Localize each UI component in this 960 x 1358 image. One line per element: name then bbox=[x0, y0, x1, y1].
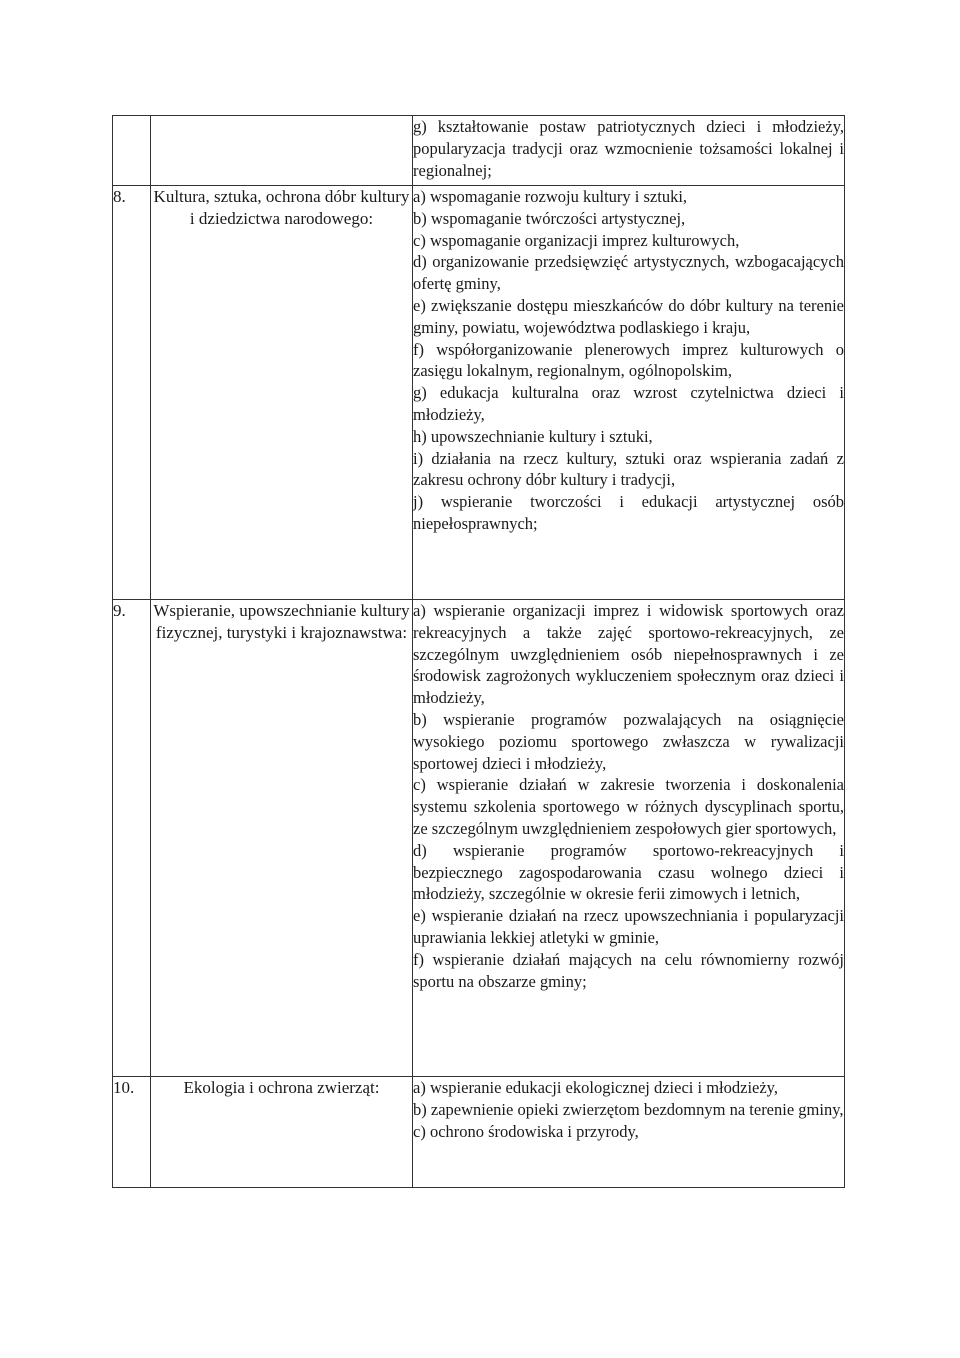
row-number: 9. bbox=[113, 600, 151, 1077]
task-item: e) wspieranie działań na rzecz upowszechniania i popularyzacji uprawiania lekkiej atletyki w gminie, bbox=[413, 906, 844, 947]
task-item: i) działania na rzecz kultury, sztuki oraz wspierania zadań z zakresu ochrony dóbr kultury i tradycji, bbox=[413, 448, 844, 490]
task-item: d) organizowanie przedsięwzięć artystycznych, wzbogacających ofertę gminy, bbox=[413, 252, 844, 294]
tasks-cell bbox=[413, 600, 845, 1077]
task-item: c) ochrono środowiska i przyrody, bbox=[413, 1121, 639, 1141]
task-item: a) wspieranie organizacji imprez i widowisk sportowych oraz rekreacyjnych a także zajęć sportowo-rekreacyjnych, ze szczególnym uwzględnieniem osób niepełnosprawnych i ze środowisk zagrożonych wykluczeniem społecznym oraz dzieci i młodzieży, bbox=[413, 601, 844, 708]
row-number bbox=[113, 116, 151, 186]
task-item: b) wspomaganie twórczości artystycznej, bbox=[413, 208, 686, 228]
task-item: e) zwiększanie dostępu mieszkańców do dóbr kultury na terenie gminy, powiatu, województwa podlaskiego i kraju, bbox=[413, 295, 844, 337]
task-item: f) wspieranie działań mających na celu równomierny rozwój sportu na obszarze gminy; bbox=[413, 949, 844, 991]
area-name bbox=[151, 116, 413, 186]
task-item: b) wspieranie programów pozwalających na osiągnięcie wysokiego poziomu sportowego zwłaszcza w rywalizacji sportowej dzieci i młodzieży, bbox=[413, 709, 844, 773]
task-item: d) wspieranie programów sportowo-rekreacyjnych i bezpiecznego zagospodarowania czasu wolnego dzieci i młodzieży, szczególnie w okresie ferii zimowych i letnich, bbox=[413, 840, 844, 904]
row-number: 10. bbox=[113, 1077, 151, 1188]
tasks-cell bbox=[413, 186, 845, 600]
task-item: j) wspieranie tworczości i edukacji artystycznej osób niepełosprawnych; bbox=[413, 492, 844, 533]
table-row bbox=[113, 116, 845, 186]
task-item: h) upowszechnianie kultury i sztuki, bbox=[413, 426, 653, 446]
task-item: a) wspieranie edukacji ekologicznej dzieci i młodzieży, bbox=[413, 1078, 778, 1097]
task-item: a) wspomaganie rozwoju kultury i sztuki, bbox=[413, 187, 688, 206]
task-item: g) edukacja kulturalna oraz wzrost czytelnictwa dzieci i młodzieży, bbox=[413, 383, 844, 424]
table-row bbox=[113, 1077, 845, 1188]
tasks-cell bbox=[413, 1077, 845, 1188]
task-item: b) zapewnienie opieki zwierzętom bezdomnym na terenie gminy, bbox=[413, 1099, 844, 1119]
task-item: c) wspieranie działań w zakresie tworzenia i doskonalenia systemu szkolenia sportowego w różnych dyscyplinach sportu, ze szczególnym uwzględnieniem zespołowych gier sportowych, bbox=[413, 775, 844, 838]
task-item: c) wspomaganie organizacji imprez kulturowych, bbox=[413, 230, 740, 250]
table-row bbox=[113, 186, 845, 600]
area-name: Kultura, sztuka, ochrona dóbr kultury i dziedzictwa narodowego: bbox=[151, 186, 413, 600]
task-item: f) współorganizowanie plenerowych imprez kulturowych o zasięgu lokalnym, regionalnym, ogólnopolskim, bbox=[413, 339, 844, 381]
task-item: g) kształtowanie postaw patriotycznych dzieci i młodzieży, popularyzacja tradycji oraz wzmocnienie tożsamości lokalnej i regionalnej; bbox=[413, 117, 844, 180]
task-areas-table bbox=[112, 115, 845, 1188]
tasks-cell bbox=[413, 116, 845, 186]
row-number: 8. bbox=[113, 186, 151, 600]
area-name: Ekologia i ochrona zwierząt: bbox=[151, 1077, 413, 1188]
area-name: Wspieranie, upowszechnianie kultury fizycznej, turystyki i krajoznawstwa: bbox=[151, 600, 413, 1077]
table-row bbox=[113, 600, 845, 1077]
